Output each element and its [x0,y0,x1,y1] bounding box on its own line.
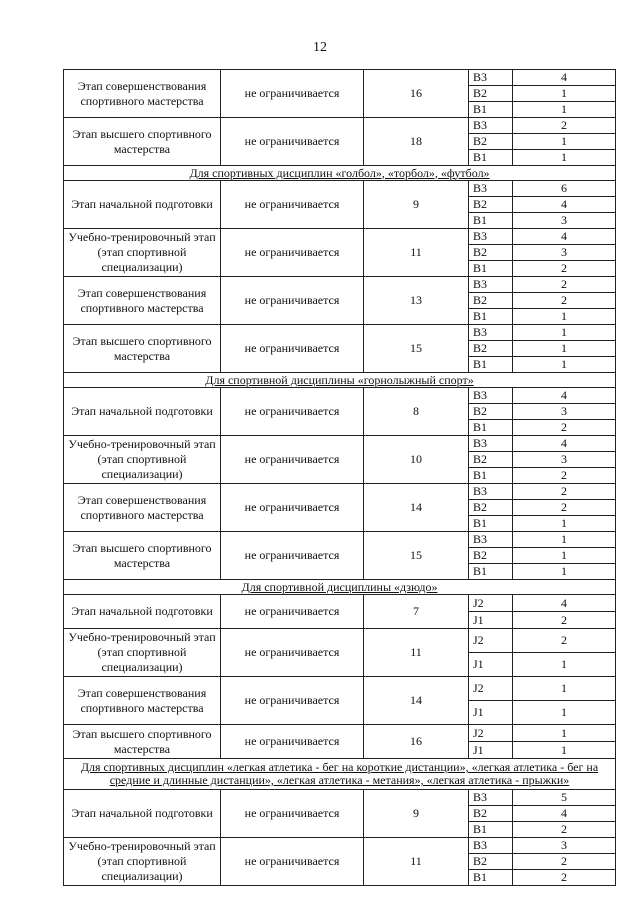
table-row [64,725,616,742]
value-cell: 2 [513,822,616,838]
table-row [64,436,616,452]
stage-cell: Учебно-тренировочный этап (этап спортивной специализации) [64,436,221,484]
value-cell: 3 [513,452,616,468]
value-cell: 4 [513,388,616,404]
value-cell: 2 [513,118,616,134]
value-cell: 2 [513,854,616,870]
value-cell: 1 [513,357,616,373]
level-cell: J1 [469,742,513,759]
value-cell: 1 [513,341,616,357]
level-cell: В2 [469,404,513,420]
age-limit-cell: не ограничивается [221,725,364,759]
value-cell: 4 [513,595,616,612]
value-cell: 1 [513,532,616,548]
table-row [64,790,616,806]
age-cell: 13 [364,277,469,325]
value-cell: 1 [513,325,616,341]
section-row [64,580,616,595]
table-row [64,181,616,197]
stage-cell: Учебно-тренировочный этап (этап спортивной специализации) [64,838,221,886]
age-limit-cell: не ограничивается [221,436,364,484]
table-row [64,629,616,653]
level-cell: В3 [469,436,513,452]
level-cell: J1 [469,653,513,677]
level-cell: J1 [469,612,513,629]
age-cell: 16 [364,70,469,118]
level-cell: J2 [469,677,513,701]
age-cell: 11 [364,629,469,677]
value-cell: 2 [513,277,616,293]
level-cell: В2 [469,293,513,309]
age-limit-cell: не ограничивается [221,629,364,677]
value-cell: 4 [513,229,616,245]
level-cell: В1 [469,261,513,277]
level-cell: В3 [469,277,513,293]
stage-cell: Учебно-тренировочный этап (этап спортивной специализации) [64,229,221,277]
section-row [64,759,616,790]
value-cell: 1 [513,701,616,725]
age-limit-cell: не ограничивается [221,532,364,580]
value-cell: 3 [513,245,616,261]
age-cell: 18 [364,118,469,166]
level-cell: В3 [469,181,513,197]
age-cell: 8 [364,388,469,436]
level-cell: В1 [469,870,513,886]
level-cell: В3 [469,118,513,134]
value-cell: 1 [513,653,616,677]
table-row [64,229,616,245]
level-cell: В1 [469,102,513,118]
level-cell: В2 [469,341,513,357]
level-cell: В2 [469,500,513,516]
table-row [64,838,616,854]
value-cell: 1 [513,102,616,118]
level-cell: В2 [469,806,513,822]
value-cell: 2 [513,629,616,653]
level-cell: В1 [469,357,513,373]
level-cell: В3 [469,70,513,86]
value-cell: 4 [513,436,616,452]
table-row [64,325,616,341]
level-cell: В3 [469,388,513,404]
age-limit-cell: не ограничивается [221,484,364,532]
age-cell: 14 [364,677,469,725]
level-cell: В2 [469,245,513,261]
value-cell: 2 [513,484,616,500]
level-cell: В3 [469,532,513,548]
stage-cell: Этап совершенствования спортивного мастерства [64,277,221,325]
section-heading: Для спортивных дисциплин «легкая атлетика - бег на короткие дистанции», «легкая атлетика - бег на средние и длинные дистанции», «легкая атлетика - метания», «легкая атлетика - прыжки» [64,759,616,790]
table-row [64,677,616,701]
value-cell: 2 [513,261,616,277]
value-cell: 3 [513,213,616,229]
age-cell: 9 [364,181,469,229]
level-cell: В3 [469,484,513,500]
age-cell: 9 [364,790,469,838]
level-cell: В2 [469,452,513,468]
value-cell: 1 [513,86,616,102]
age-limit-cell: не ограничивается [221,388,364,436]
table-row [64,595,616,612]
level-cell: В1 [469,309,513,325]
requirements-table [63,69,616,886]
level-cell: В2 [469,197,513,213]
value-cell: 2 [513,500,616,516]
stage-cell: Этап высшего спортивного мастерства [64,532,221,580]
level-cell: В3 [469,325,513,341]
value-cell: 1 [513,309,616,325]
stage-cell: Этап высшего спортивного мастерства [64,118,221,166]
stage-cell: Этап совершенствования спортивного мастерства [64,484,221,532]
age-limit-cell: не ограничивается [221,277,364,325]
age-cell: 15 [364,532,469,580]
stage-cell: Этап совершенствования спортивного мастерства [64,70,221,118]
stage-cell: Этап высшего спортивного мастерства [64,725,221,759]
section-heading: Для спортивной дисциплины «дзюдо» [64,580,616,595]
value-cell: 3 [513,838,616,854]
level-cell: В2 [469,134,513,150]
level-cell: В3 [469,838,513,854]
value-cell: 1 [513,134,616,150]
level-cell: J2 [469,595,513,612]
age-limit-cell: не ограничивается [221,70,364,118]
level-cell: В1 [469,564,513,580]
value-cell: 2 [513,420,616,436]
age-cell: 11 [364,229,469,277]
level-cell: J2 [469,725,513,742]
section-row [64,166,616,181]
level-cell: В1 [469,822,513,838]
table-row [64,70,616,86]
value-cell: 1 [513,725,616,742]
level-cell: В1 [469,150,513,166]
age-cell: 7 [364,595,469,629]
value-cell: 2 [513,468,616,484]
age-limit-cell: не ограничивается [221,595,364,629]
level-cell: В3 [469,790,513,806]
age-cell: 11 [364,838,469,886]
value-cell: 4 [513,70,616,86]
age-limit-cell: не ограничивается [221,229,364,277]
stage-cell: Этап начальной подготовки [64,181,221,229]
value-cell: 5 [513,790,616,806]
stage-cell: Этап совершенствования спортивного мастерства [64,677,221,725]
section-row [64,373,616,388]
age-cell: 15 [364,325,469,373]
age-limit-cell: не ограничивается [221,181,364,229]
table-row [64,484,616,500]
age-cell: 16 [364,725,469,759]
age-cell: 10 [364,436,469,484]
value-cell: 1 [513,548,616,564]
table-row [64,277,616,293]
level-cell: J2 [469,629,513,653]
value-cell: 4 [513,197,616,213]
value-cell: 3 [513,404,616,420]
level-cell: J1 [469,701,513,725]
value-cell: 6 [513,181,616,197]
section-heading: Для спортивных дисциплин «голбол», «торбол», «футбол» [64,166,616,181]
page-number: 12 [313,40,327,55]
value-cell: 2 [513,612,616,629]
table-row [64,118,616,134]
age-limit-cell: не ограничивается [221,118,364,166]
level-cell: В2 [469,548,513,564]
value-cell: 1 [513,150,616,166]
value-cell: 4 [513,806,616,822]
value-cell: 1 [513,677,616,701]
level-cell: В1 [469,213,513,229]
age-cell: 14 [364,484,469,532]
value-cell: 1 [513,564,616,580]
age-limit-cell: не ограничивается [221,838,364,886]
level-cell: В1 [469,468,513,484]
age-limit-cell: не ограничивается [221,790,364,838]
value-cell: 2 [513,293,616,309]
level-cell: В3 [469,229,513,245]
level-cell: В1 [469,516,513,532]
table-row [64,532,616,548]
stage-cell: Этап начальной подготовки [64,790,221,838]
section-heading: Для спортивной дисциплины «горнолыжный спорт» [64,373,616,388]
level-cell: В2 [469,86,513,102]
age-limit-cell: не ограничивается [221,325,364,373]
requirements-table-body [64,70,616,886]
value-cell: 1 [513,516,616,532]
stage-cell: Этап начальной подготовки [64,388,221,436]
age-limit-cell: не ограничивается [221,677,364,725]
table-row [64,388,616,404]
stage-cell: Этап начальной подготовки [64,595,221,629]
value-cell: 2 [513,870,616,886]
level-cell: В1 [469,420,513,436]
stage-cell: Учебно-тренировочный этап (этап спортивной специализации) [64,629,221,677]
value-cell: 1 [513,742,616,759]
stage-cell: Этап высшего спортивного мастерства [64,325,221,373]
level-cell: В2 [469,854,513,870]
